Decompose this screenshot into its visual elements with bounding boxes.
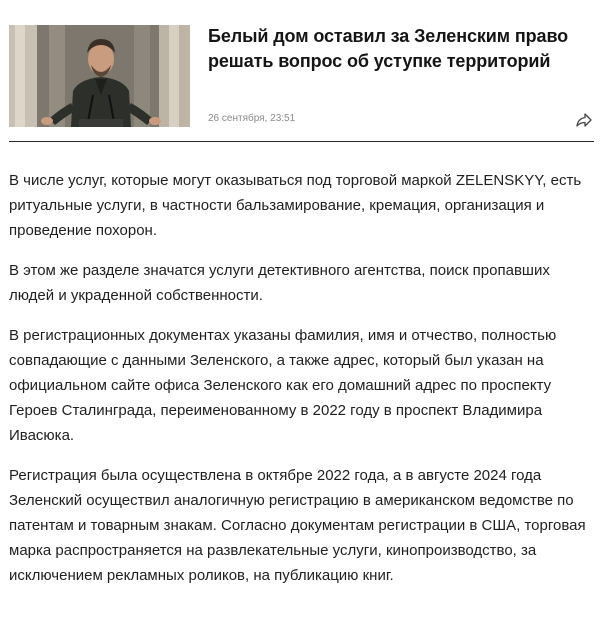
related-article-card[interactable]: [9, 0, 594, 142]
news-photo-icon: [9, 25, 190, 127]
article-paragraph: Регистрация была осуществлена в октябре 2022 года, а в августе 2024 года Зеленский осуществил аналогичную регистрацию в американском ведомстве по патентам и товарным знакам. Согласно документам регистрации в США, торговая марка распространяется на развлекательные услуги, кинопроизводство, за исключением рекламных роликов, на публикацию книг.: [9, 467, 586, 584]
article-meta: [208, 112, 594, 128]
article-card-text: [208, 24, 594, 141]
article-paragraph: В числе услуг, которые могут оказываться под торговой маркой ZELENSKYY, есть ритуальные услуги, в частности бальзамирование, кремация, организация и проведение похорон.: [9, 172, 582, 239]
article-thumbnail[interactable]: [9, 25, 190, 127]
article-date: 26 сентября, 23:51: [208, 113, 296, 124]
share-arrow-icon[interactable]: [575, 112, 593, 128]
article-paragraph: В регистрационных документах указаны фамилия, имя и отчество, полностью совпадающие с данными Зеленского, а также адрес, который был указан на официальном сайте офиса Зеленского как его домашний адрес по проспекту Героев Сталинграда, переименованному в 2022 году в проспект Владимира Ивасюка.: [9, 327, 557, 444]
article-paragraph: В этом же разделе значатся услуги детективного агентства, поиск пропавших людей и украденной собственности.: [9, 262, 550, 304]
article-body: [9, 142, 594, 588]
article-headline[interactable]: Белый дом оставил за Зеленским право решать вопрос об уступке территорий: [208, 26, 569, 71]
